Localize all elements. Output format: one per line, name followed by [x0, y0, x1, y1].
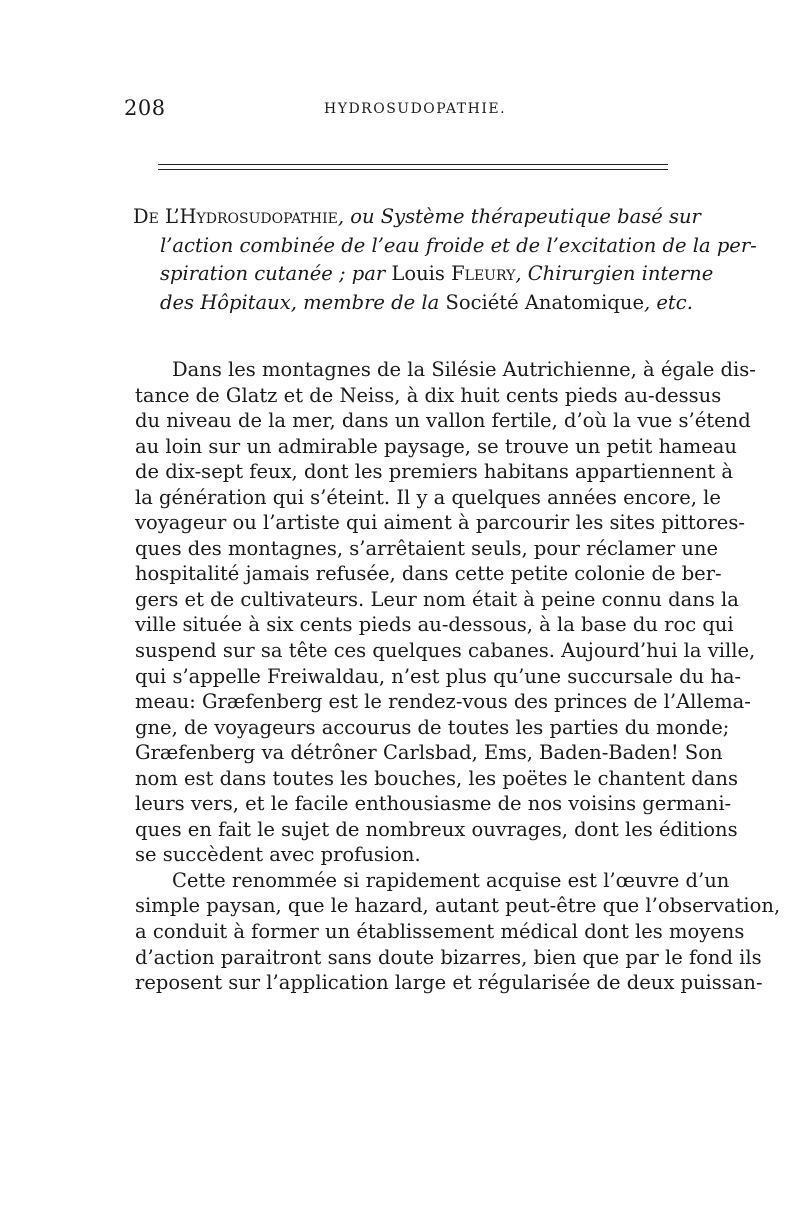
review-heading-line-4: [133, 289, 693, 318]
review-subtitle-1: , ou Système thérapeutique basé sur: [337, 205, 701, 228]
body-line: ques des montagnes, s’arrêtaient seuls, pour réclamer une: [135, 536, 719, 560]
review-heading-line-2: [133, 232, 757, 261]
body-line: ques en fait le sujet de nombreux ouvrages, dont les éditions: [135, 817, 738, 841]
page-number: 208: [124, 96, 166, 120]
review-subtitle-2: l’action combinée de l’eau froide et de l’excitation de la per-: [160, 233, 757, 257]
body-line: gne, de voyageurs accourus de toutes les parties du monde;: [135, 715, 730, 739]
body-text: [135, 357, 781, 996]
review-heading-line-1: [133, 203, 701, 232]
affiliation-start: des Hôpitaux, membre de la: [160, 290, 446, 314]
body-line: se succèdent avec profusion.: [135, 843, 421, 867]
body-line: de dix-sept feux, dont les premiers habitans appartiennent à: [135, 460, 734, 484]
body-line: suspend sur sa tête ces quelques cabanes. Aujourd’hui la ville,: [135, 639, 756, 663]
body-line: voyageur ou l’artiste qui aiment à parcourir les sites pittores-: [135, 511, 745, 535]
body-line: tance de Glatz et de Neiss, à dix huit cents pieds au-dessus: [135, 383, 722, 407]
body-line: d’action paraitront sans doute bizarres, bien que par le fond ils: [135, 945, 762, 969]
body-line: ville située à six cents pieds au-dessous, à la base du roc qui: [135, 613, 734, 637]
review-heading-line-3: [133, 260, 714, 289]
body-line: Dans les montagnes de la Silésie Autrichienne, à égale dis-: [172, 358, 756, 381]
review-heading: [133, 203, 757, 317]
review-title: De L’Hydrosudopathie: [133, 205, 338, 228]
author-role: , Chirurgien interne: [515, 262, 714, 285]
body-line: du niveau de la mer, dans un vallon fertile, d’où la vue s’étend: [135, 409, 751, 433]
body-line: Græfenberg va détrôner Carlsbad, Ems, Baden-Baden! Son: [135, 741, 723, 765]
header-rule-bottom: [158, 169, 668, 170]
body-line: simple paysan, que le hazard, autant peut-être que l’observation,: [135, 894, 781, 918]
body-line: nom est dans toutes les bouches, les poëtes le chantent dans: [135, 766, 738, 790]
affiliation-end: , etc.: [644, 290, 693, 314]
body-line: a conduit à former un établissement médical dont les moyens: [135, 920, 745, 944]
body-line: Cette renommée si rapidement acquise est l’œuvre d’un: [172, 868, 730, 892]
body-line: au loin sur un admirable paysage, se trouve un petit hameau: [135, 434, 737, 458]
author-last-name: Fleury: [451, 262, 516, 285]
society-name: Société Anatomique: [445, 290, 644, 314]
body-line: la génération qui s’éteint. Il y a quelques années encore, le: [135, 485, 721, 509]
body-line: hospitalité jamais refusée, dans cette petite colonie de ber-: [135, 562, 722, 586]
header-rule-top: [158, 164, 668, 165]
author-first-name: Louis: [391, 262, 445, 285]
body-line: reposent sur l’application large et régularisée de deux puissan-: [135, 971, 763, 995]
body-line: meau: Græfenberg est le rendez-vous des princes de l’Allema-: [135, 690, 751, 714]
body-line: gers et de cultivateurs. Leur nom était à peine connu dans la: [135, 587, 739, 611]
running-head: HYDROSUDOPATHIE.: [324, 101, 507, 117]
body-line: qui s’appelle Freiwaldau, n’est plus qu’une succursale du ha-: [135, 664, 742, 688]
body-line: leurs vers, et le facile enthousiasme de nos voisins germani-: [135, 792, 732, 816]
review-subtitle-3: spiration cutanée ; par: [160, 262, 392, 285]
